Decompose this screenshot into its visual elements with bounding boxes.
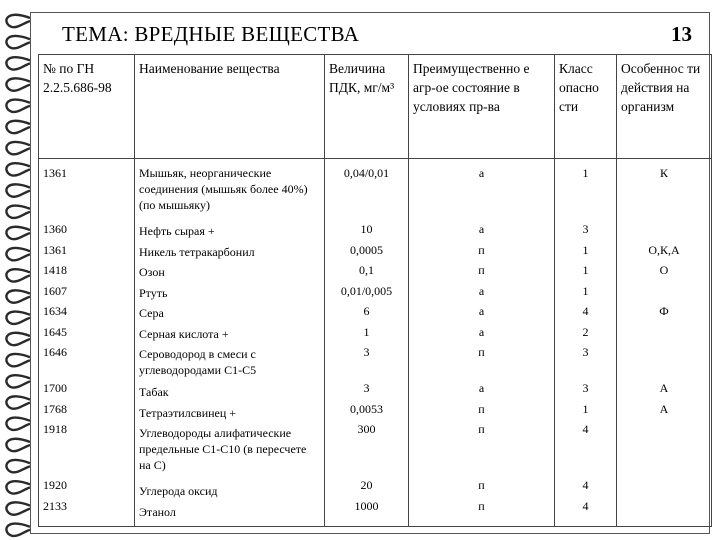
cell-state: п xyxy=(478,422,485,436)
cell-name: Ртуть xyxy=(139,285,168,300)
spiral-ring xyxy=(6,396,30,408)
cell-feature xyxy=(621,475,707,496)
cell-pdk: 10 xyxy=(360,222,373,236)
cell-code: 1360 xyxy=(43,222,67,236)
spiral-ring xyxy=(6,15,30,27)
spiral-ring xyxy=(6,481,30,493)
cell-pdk: 3 xyxy=(363,381,370,395)
cell-state: а xyxy=(478,222,485,236)
spiral-ring xyxy=(6,184,30,196)
cell-name: Нефть сырая + xyxy=(139,224,215,238)
cell-pdk: 300 xyxy=(357,422,376,436)
cell-pdk: 0,0005 xyxy=(350,242,383,257)
header-pdk: Величина ПДК, мг/м³ xyxy=(325,55,409,159)
spiral-ring xyxy=(6,418,30,430)
cell-state: п xyxy=(478,345,485,359)
cell-pdk: 20 xyxy=(360,478,373,492)
cell-code: 1920 xyxy=(43,478,67,492)
cell-pdk: 6 xyxy=(363,304,370,318)
cell-class: 4 xyxy=(582,304,589,318)
spiral-ring xyxy=(6,206,30,218)
spiral-ring xyxy=(6,121,30,133)
cell-class: 3 xyxy=(582,345,589,359)
spiral-ring xyxy=(6,312,30,324)
cell-state: п xyxy=(478,478,485,492)
table-header-row xyxy=(39,55,712,159)
cell-state: п xyxy=(478,498,485,513)
cell-name: Сера xyxy=(139,306,164,320)
column-pdk xyxy=(325,159,409,527)
column-feature xyxy=(617,159,712,527)
cell-code: 1634 xyxy=(43,304,67,318)
spiral-ring xyxy=(6,290,30,302)
cell-name: Серная кислота + xyxy=(139,326,229,341)
cell-pdk: 0,04/0,01 xyxy=(343,166,390,180)
spiral-ring xyxy=(6,142,30,154)
cell-pdk: 0,0053 xyxy=(350,401,383,416)
cell-feature xyxy=(621,496,707,517)
header-class: Класс опасно сти xyxy=(555,55,617,159)
cell-class: 1 xyxy=(582,401,589,416)
cell-code: 1645 xyxy=(43,324,67,339)
spiral-ring xyxy=(6,248,30,260)
cell-name: Углерода оксид xyxy=(139,484,218,498)
spiral-ring xyxy=(6,57,30,69)
cell-code: 1607 xyxy=(43,283,67,298)
cell-code: 1361 xyxy=(43,166,67,180)
spiral-ring xyxy=(6,100,30,112)
cell-name: Озон xyxy=(139,265,165,279)
column-class xyxy=(555,159,617,527)
cell-state: а xyxy=(478,166,485,180)
cell-state: п xyxy=(478,263,485,277)
cell-state: а xyxy=(478,304,485,318)
header-name: Наименование вещества xyxy=(135,55,325,159)
column-name xyxy=(135,159,325,527)
cell-state: а xyxy=(478,283,485,298)
cell-code: 2133 xyxy=(43,498,67,513)
spiral-ring xyxy=(6,269,30,281)
cell-feature xyxy=(621,342,707,378)
cell-class: 1 xyxy=(582,283,589,298)
spiral-ring xyxy=(6,460,30,472)
cell-name: Сероводород в смеси с углеводородами С1-С5 xyxy=(139,347,257,377)
spiral-ring xyxy=(6,78,30,90)
cell-class: 3 xyxy=(582,222,589,236)
spiral-ring xyxy=(6,36,30,48)
cell-pdk: 0,1 xyxy=(359,263,374,277)
cell-feature: А xyxy=(659,381,669,395)
cell-feature xyxy=(621,419,707,475)
cell-code: 1768 xyxy=(43,401,67,416)
cell-name: Углеводороды алифатические предельные С1-С10 (в пересчете на С) xyxy=(139,426,307,472)
header-state: Преимущественно е агр-ое состояние в условиях пр-ва xyxy=(409,55,555,159)
spiral-ring xyxy=(6,524,30,536)
cell-feature: Ф xyxy=(659,304,669,318)
spiral-ring xyxy=(6,354,30,366)
cell-feature xyxy=(621,281,707,302)
cell-feature xyxy=(621,219,707,240)
substances-table xyxy=(38,54,712,527)
cell-feature: О xyxy=(659,263,669,277)
cell-class: 1 xyxy=(582,242,589,257)
cell-pdk: 1000 xyxy=(354,498,379,513)
cell-state: а xyxy=(478,381,485,395)
cell-state: п xyxy=(478,401,485,416)
cell-name: Никель тетракарбонил xyxy=(139,244,255,259)
spiral-ring xyxy=(6,227,30,239)
header-code: № по ГН 2.2.5.686-98 xyxy=(39,55,135,159)
cell-class: 3 xyxy=(582,381,589,395)
header-feature: Особеннос ти действия на организм xyxy=(617,55,712,159)
cell-class: 1 xyxy=(582,166,589,180)
cell-state: п xyxy=(478,242,485,257)
spiral-ring xyxy=(6,333,30,345)
spiral-ring xyxy=(6,502,30,514)
spiral-ring xyxy=(6,439,30,451)
cell-code: 1418 xyxy=(43,263,67,277)
cell-class: 1 xyxy=(582,263,589,277)
column-state xyxy=(409,159,555,527)
cell-name: Тетраэтилсвинец + xyxy=(139,405,237,420)
cell-code: 1646 xyxy=(43,345,67,359)
cell-name: Этанол xyxy=(139,504,176,519)
cell-feature: К xyxy=(659,166,668,180)
cell-name: Табак xyxy=(139,385,169,399)
cell-code: 1700 xyxy=(43,381,67,395)
spiral-ring xyxy=(6,375,30,387)
cell-code: 1361 xyxy=(43,242,67,257)
cell-feature: А xyxy=(659,401,669,416)
table-body xyxy=(39,159,712,527)
cell-pdk: 1 xyxy=(363,324,370,339)
cell-class: 4 xyxy=(582,498,589,513)
page-title: ТЕМА: ВРЕДНЫЕ ВЕЩЕСТВА xyxy=(62,22,360,46)
cell-class: 4 xyxy=(582,422,589,436)
cell-class: 2 xyxy=(582,324,589,339)
cell-feature: О,К,А xyxy=(648,242,680,257)
cell-pdk: 0,01/0,005 xyxy=(340,283,393,298)
cell-pdk: 3 xyxy=(363,345,370,359)
spiral-ring xyxy=(6,163,30,175)
cell-code: 1918 xyxy=(43,422,67,436)
cell-class: 4 xyxy=(582,478,589,492)
cell-name: Мышьяк, неорганические соединения (мышьяк более 40%) (по мышьяку) xyxy=(139,166,308,212)
column-code xyxy=(39,159,135,527)
cell-state: а xyxy=(478,324,485,339)
page-number: 13 xyxy=(671,22,692,46)
cell-feature xyxy=(621,322,707,343)
